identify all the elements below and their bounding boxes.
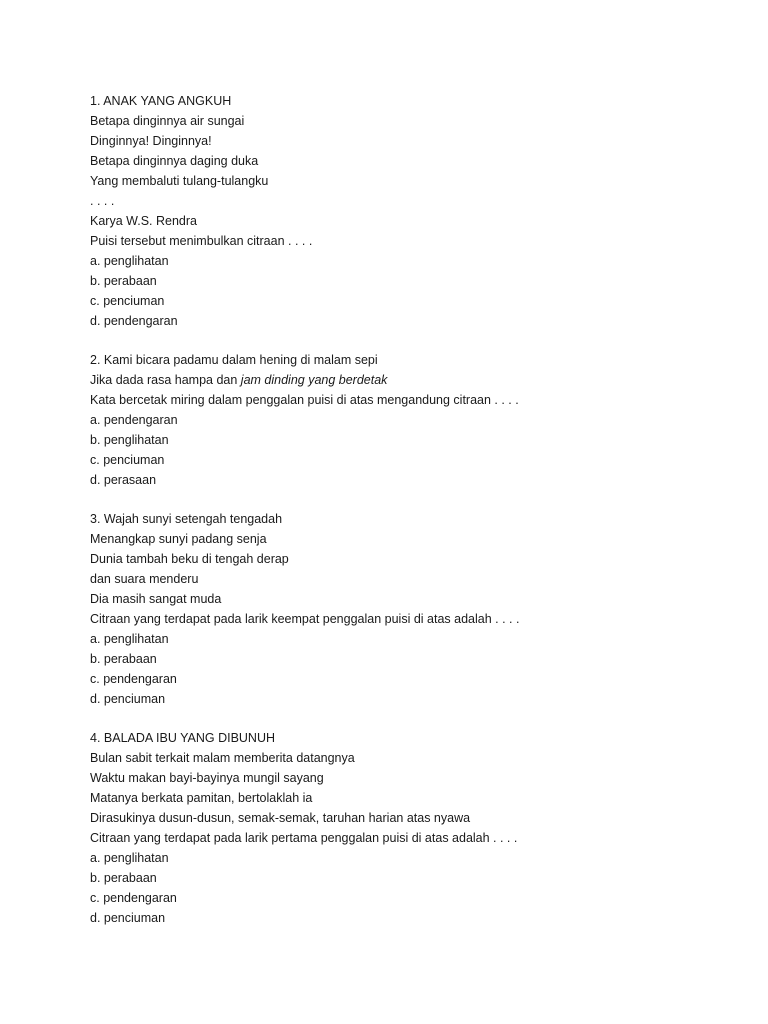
- question-spacer: [90, 490, 730, 509]
- question-prompt: Citraan yang terdapat pada larik keempat penggalan puisi di atas adalah . . . .: [90, 612, 520, 626]
- poem-line: Dinginnya! Dinginnya!: [90, 134, 212, 148]
- answer-option: b. perabaan: [90, 652, 157, 666]
- answer-option: b. penglihatan: [90, 433, 169, 447]
- answer-option: a. penglihatan: [90, 632, 169, 646]
- poem-line: Dirasukinya dusun-dusun, semak-semak, taruhan harian atas nyawa: [90, 811, 471, 825]
- answer-option: d. penciuman: [90, 692, 166, 706]
- answer-option: d. penciuman: [90, 911, 166, 925]
- answer-option: c. pendengaran: [90, 672, 177, 686]
- answer-option: a. penglihatan: [90, 851, 169, 865]
- poem-line: dan suara menderu: [90, 572, 199, 586]
- answer-option: c. penciuman: [90, 453, 165, 467]
- answer-option: b. perabaan: [90, 274, 157, 288]
- question-prompt: Kata bercetak miring dalam penggalan puisi di atas mengandung citraan . . . .: [90, 393, 519, 407]
- question-prompt: Citraan yang terdapat pada larik pertama penggalan puisi di atas adalah . . . .: [90, 831, 518, 845]
- ellipsis-line: . . . .: [90, 194, 115, 208]
- poem-line: Menangkap sunyi padang senja: [90, 532, 267, 546]
- question-2: [90, 350, 730, 490]
- answer-option: c. pendengaran: [90, 891, 177, 905]
- question-spacer: [90, 331, 730, 350]
- document-content: [90, 91, 730, 928]
- answer-option: d. perasaan: [90, 473, 157, 487]
- answer-option: b. perabaan: [90, 871, 157, 885]
- poem-line: [90, 370, 730, 390]
- poem-line: Dia masih sangat muda: [90, 592, 222, 606]
- poem-line: Betapa dinginnya daging duka: [90, 154, 259, 168]
- italic-phrase: jam dinding yang berdetak: [240, 373, 388, 387]
- question-spacer: [90, 709, 730, 728]
- poem-line: Yang membaluti tulang-tulangku: [90, 174, 269, 188]
- poem-line: Betapa dinginnya air sungai: [90, 114, 245, 128]
- answer-option: a. penglihatan: [90, 254, 169, 268]
- answer-option: c. penciuman: [90, 294, 165, 308]
- poem-line: Matanya berkata pamitan, bertolaklah ia: [90, 791, 313, 805]
- poem-line-text: Jika dada rasa hampa dan: [90, 373, 241, 387]
- question-title: 2. Kami bicara padamu dalam hening di malam sepi: [90, 353, 378, 367]
- question-title: 3. Wajah sunyi setengah tengadah: [90, 512, 283, 526]
- poem-author: Karya W.S. Rendra: [90, 214, 197, 228]
- question-4: [90, 728, 730, 928]
- poem-line: Bulan sabit terkait malam memberita datangnya: [90, 751, 355, 765]
- poem-line: Dunia tambah beku di tengah derap: [90, 552, 289, 566]
- question-title: 1. ANAK YANG ANGKUH: [90, 94, 232, 108]
- answer-option: d. pendengaran: [90, 314, 178, 328]
- question-title: 4. BALADA IBU YANG DIBUNUH: [90, 731, 276, 745]
- answer-option: a. pendengaran: [90, 413, 178, 427]
- poem-line: Waktu makan bayi-bayinya mungil sayang: [90, 771, 324, 785]
- question-prompt: Puisi tersebut menimbulkan citraan . . . .: [90, 234, 313, 248]
- question-1: [90, 91, 730, 331]
- question-3: [90, 509, 730, 709]
